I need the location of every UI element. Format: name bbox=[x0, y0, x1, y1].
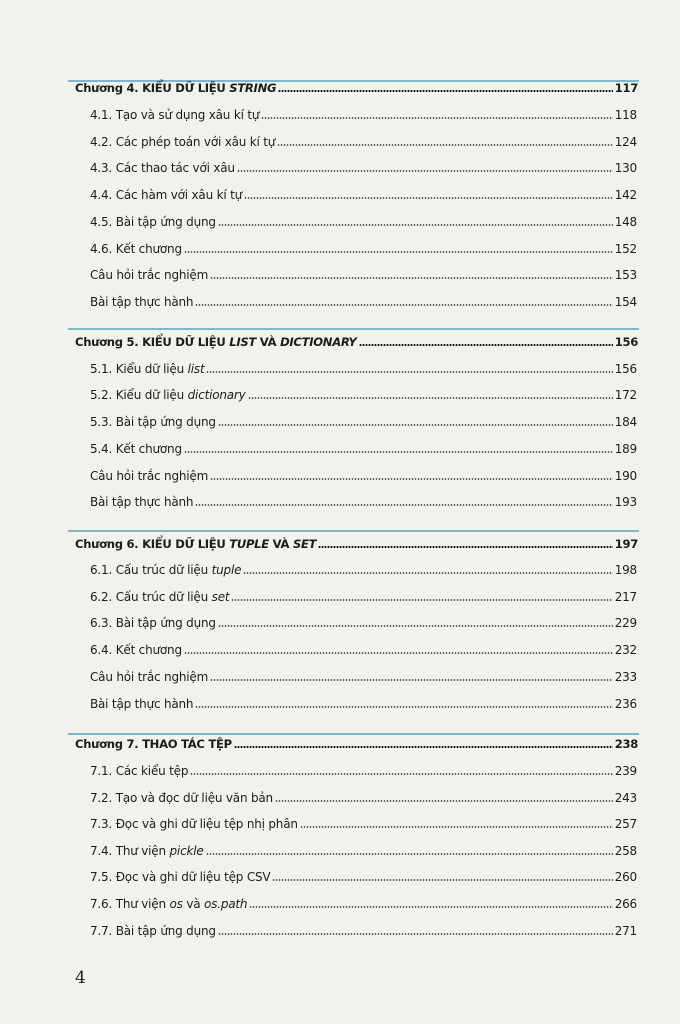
page-ref: 124 bbox=[614, 135, 637, 149]
leader-dots bbox=[195, 303, 612, 307]
toc-chapter-5[interactable] bbox=[75, 334, 638, 350]
leader-dots bbox=[261, 116, 612, 120]
page-ref: 154 bbox=[614, 295, 637, 309]
toc-entry[interactable] bbox=[90, 414, 637, 430]
leader-dots bbox=[184, 450, 613, 454]
page-ref: 243 bbox=[614, 791, 637, 805]
leader-dots bbox=[210, 477, 613, 481]
entry-title: Bài tập thực hành bbox=[90, 697, 194, 711]
page-ref: 130 bbox=[614, 161, 637, 175]
entry-title: Câu hỏi trắc nghiệm bbox=[90, 469, 209, 483]
toc-entry[interactable] bbox=[90, 589, 637, 605]
leader-dots bbox=[277, 143, 612, 147]
entry-title: 7.6. Thư viện os và os.path bbox=[90, 897, 248, 911]
toc-chapter-6[interactable] bbox=[75, 536, 638, 552]
leader-dots bbox=[218, 624, 613, 628]
leader-dots bbox=[318, 545, 612, 549]
page-ref: 229 bbox=[614, 616, 637, 630]
page-ref: 258 bbox=[614, 844, 637, 858]
leader-dots bbox=[206, 852, 613, 856]
leader-dots bbox=[243, 571, 612, 575]
leader-dots bbox=[184, 651, 613, 655]
entry-title: 4.3. Các thao tác với xâu bbox=[90, 161, 235, 175]
leader-dots bbox=[272, 878, 612, 882]
leader-dots bbox=[234, 745, 613, 749]
toc-chapter-4[interactable] bbox=[75, 80, 638, 96]
page-ref: 117 bbox=[614, 81, 638, 95]
toc-entry[interactable] bbox=[90, 160, 637, 176]
toc-entry[interactable] bbox=[90, 134, 637, 150]
entry-title: 5.2. Kiểu dữ liệu dictionary bbox=[90, 388, 246, 402]
toc-entry[interactable] bbox=[90, 923, 637, 939]
toc-entry[interactable] bbox=[90, 896, 637, 912]
leader-dots bbox=[275, 799, 613, 803]
page-ref: 260 bbox=[614, 870, 637, 884]
leader-dots bbox=[249, 905, 612, 909]
toc-entry[interactable] bbox=[90, 241, 637, 257]
toc-entry[interactable] bbox=[90, 494, 637, 510]
entry-title: 6.1. Cấu trúc dữ liệu tuple bbox=[90, 563, 242, 577]
entry-title: Chương 5. KIỂU DỮ LIỆU LIST VÀ DICTIONARY bbox=[75, 335, 357, 349]
page-ref: 236 bbox=[614, 697, 637, 711]
toc-entry[interactable] bbox=[90, 107, 637, 123]
toc-entry[interactable] bbox=[90, 763, 637, 779]
toc-entry[interactable] bbox=[90, 294, 637, 310]
page-ref: 198 bbox=[614, 563, 637, 577]
toc-entry[interactable] bbox=[90, 267, 637, 283]
toc-entry[interactable] bbox=[90, 669, 637, 685]
page-ref: 142 bbox=[614, 188, 637, 202]
page-ref: 257 bbox=[614, 817, 637, 831]
entry-title: Chương 6. KIỂU DỮ LIỆU TUPLE VÀ SET bbox=[75, 537, 317, 551]
leader-dots bbox=[218, 223, 613, 227]
page-ref: 156 bbox=[614, 335, 638, 349]
leader-dots bbox=[210, 678, 613, 682]
leader-dots bbox=[195, 503, 612, 507]
page-ref: 152 bbox=[614, 242, 637, 256]
page-ref: 193 bbox=[614, 495, 637, 509]
page-ref: 148 bbox=[614, 215, 637, 229]
leader-dots bbox=[359, 343, 613, 347]
page-ref: 184 bbox=[614, 415, 637, 429]
toc-entry[interactable] bbox=[90, 869, 637, 885]
page-ref: 190 bbox=[614, 469, 637, 483]
page-number: 4 bbox=[75, 968, 86, 988]
toc-entry[interactable] bbox=[90, 441, 637, 457]
chapter-divider bbox=[68, 530, 639, 532]
page-ref: 189 bbox=[614, 442, 637, 456]
leader-dots bbox=[244, 196, 613, 200]
page-ref: 232 bbox=[614, 643, 637, 657]
page-ref: 172 bbox=[614, 388, 637, 402]
page-ref: 153 bbox=[614, 268, 637, 282]
entry-title: 6.3. Bài tập ứng dụng bbox=[90, 616, 216, 630]
toc-entry[interactable] bbox=[90, 642, 637, 658]
entry-title: 6.2. Cấu trúc dữ liệu set bbox=[90, 590, 230, 604]
entry-title: 7.3. Đọc và ghi dữ liệu tệp nhị phân bbox=[90, 817, 298, 831]
page-ref: 266 bbox=[614, 897, 637, 911]
entry-title: 4.2. Các phép toán với xâu kí tự bbox=[90, 135, 276, 149]
entry-title: Câu hỏi trắc nghiệm bbox=[90, 268, 209, 282]
entry-title: Chương 7. THAO TÁC TỆP bbox=[75, 737, 232, 751]
leader-dots bbox=[278, 89, 613, 93]
entry-title: Câu hỏi trắc nghiệm bbox=[90, 670, 209, 684]
toc-chapter-7[interactable] bbox=[75, 736, 638, 752]
entry-title: 6.4. Kết chương bbox=[90, 643, 182, 657]
chapter-divider bbox=[68, 733, 639, 735]
toc-entry[interactable] bbox=[90, 214, 637, 230]
entry-title: 7.1. Các kiểu tệp bbox=[90, 764, 189, 778]
toc-entry[interactable] bbox=[90, 468, 637, 484]
leader-dots bbox=[210, 276, 613, 280]
entry-title: Bài tập thực hành bbox=[90, 295, 194, 309]
entry-title: 5.4. Kết chương bbox=[90, 442, 182, 456]
entry-title: 7.7. Bài tập ứng dụng bbox=[90, 924, 216, 938]
page-ref: 271 bbox=[614, 924, 637, 938]
toc-entry[interactable] bbox=[90, 615, 637, 631]
page-ref: 233 bbox=[614, 670, 637, 684]
leader-dots bbox=[237, 169, 613, 173]
leader-dots bbox=[218, 423, 613, 427]
toc-entry[interactable] bbox=[90, 361, 637, 377]
entry-title: Bài tập thực hành bbox=[90, 495, 194, 509]
entry-title: 5.3. Bài tập ứng dụng bbox=[90, 415, 216, 429]
leader-dots bbox=[206, 370, 612, 374]
chapter-divider bbox=[68, 328, 639, 330]
toc-entry[interactable] bbox=[90, 843, 637, 859]
toc-entry[interactable] bbox=[90, 187, 637, 203]
leader-dots bbox=[231, 598, 612, 602]
leader-dots bbox=[218, 932, 613, 936]
entry-title: 7.2. Tạo và đọc dữ liệu văn bản bbox=[90, 791, 273, 805]
page-ref: 239 bbox=[614, 764, 637, 778]
toc-entry[interactable] bbox=[90, 562, 637, 578]
entry-title: 7.4. Thư viện pickle bbox=[90, 844, 204, 858]
entry-title: 4.5. Bài tập ứng dụng bbox=[90, 215, 216, 229]
entry-title: 4.4. Các hàm với xâu kí tự bbox=[90, 188, 242, 202]
toc-entry[interactable] bbox=[90, 790, 637, 806]
page-ref: 156 bbox=[614, 362, 637, 376]
entry-title: 5.1. Kiểu dữ liệu list bbox=[90, 362, 205, 376]
toc-entry[interactable] bbox=[90, 696, 637, 712]
page-ref: 238 bbox=[614, 737, 638, 751]
leader-dots bbox=[195, 705, 612, 709]
page-ref: 118 bbox=[614, 108, 637, 122]
entry-title: 7.5. Đọc và ghi dữ liệu tệp CSV bbox=[90, 870, 271, 884]
leader-dots bbox=[190, 772, 612, 776]
page-ref: 217 bbox=[614, 590, 637, 604]
toc-entry[interactable] bbox=[90, 387, 637, 403]
page-ref: 197 bbox=[614, 537, 638, 551]
entry-title: Chương 4. KIỂU DỮ LIỆU STRING bbox=[75, 81, 277, 95]
leader-dots bbox=[184, 250, 613, 254]
leader-dots bbox=[248, 396, 613, 400]
leader-dots bbox=[300, 825, 613, 829]
entry-title: 4.1. Tạo và sử dụng xâu kí tự bbox=[90, 108, 260, 122]
entry-title: 4.6. Kết chương bbox=[90, 242, 182, 256]
toc-entry[interactable] bbox=[90, 816, 637, 832]
